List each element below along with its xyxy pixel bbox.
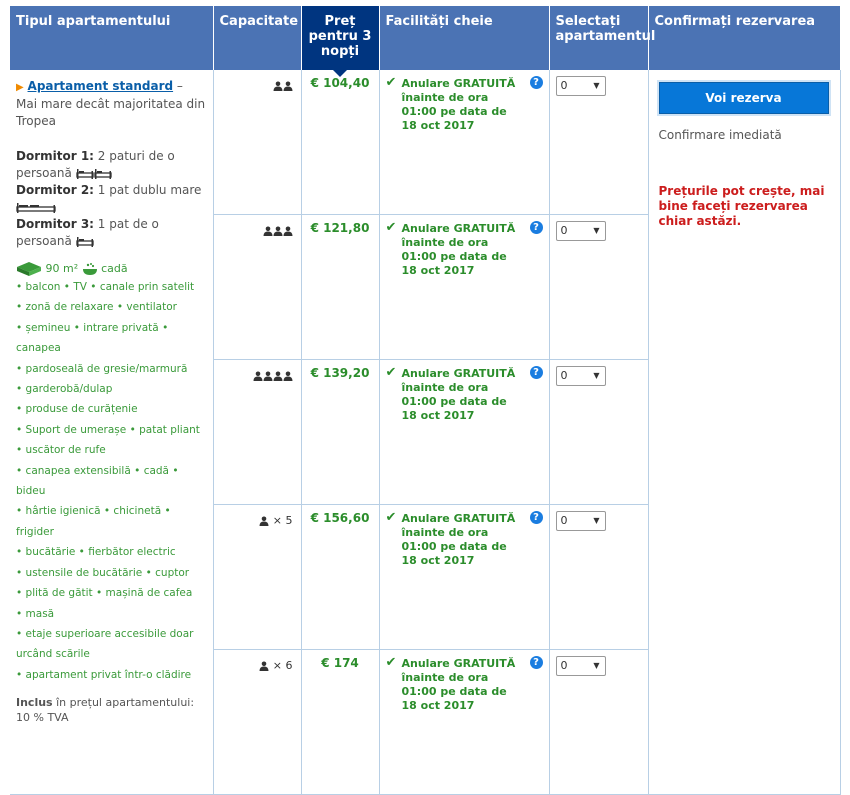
person-icon <box>259 513 269 527</box>
feature-item: chicinetă <box>113 505 162 518</box>
feature-line: • produse de curățenie <box>16 403 138 416</box>
price-value: € 156,60 <box>310 511 370 525</box>
feature-line: • canapea extensibilă • cadă • bideu <box>16 464 179 498</box>
header-capacity: Capacitate <box>213 6 301 70</box>
feature-item: apartament privat într-o clădire <box>25 668 192 681</box>
header-price[interactable]: Preț pentru 3 nopți <box>301 6 379 70</box>
room-quantity-select[interactable] <box>556 221 606 241</box>
capacity-cell <box>213 650 301 795</box>
bedroom-2 <box>16 182 207 216</box>
price-cell <box>301 360 379 505</box>
person-icon <box>253 368 263 382</box>
triangle-icon: ▶ <box>16 82 24 93</box>
header-facilities: Facilități cheie <box>379 6 549 70</box>
person-icon <box>283 223 293 237</box>
header-select: Selectați apartamentul <box>549 6 648 70</box>
check-icon: ✔ <box>385 365 397 380</box>
room-table <box>10 6 841 795</box>
feature-line: • șemineu • intrare privată • canapea <box>16 321 169 355</box>
apartment-tagline: – Mai mare decât majoritatea din Tropea <box>16 79 206 128</box>
capacity-cell <box>213 505 301 650</box>
free-cancellation-text: Anulare GRATUITĂ înainte de ora 01:00 pe data de 18 oct 2017 <box>401 512 516 567</box>
feature-line: • zonă de relaxare • ventilator <box>16 301 177 314</box>
bedroom-label: Dormitor 1: <box>16 149 94 163</box>
price-value: € 174 <box>321 656 359 670</box>
person-icon <box>263 223 273 237</box>
bed-icon <box>16 200 56 214</box>
room-size-icon <box>16 262 42 275</box>
select-value: 0 <box>560 514 568 527</box>
feature-line: • hârtie igienică • chicinetă • frigider <box>16 505 171 538</box>
feature-item: cuptor <box>155 566 190 579</box>
room-quantity-select[interactable] <box>556 511 606 531</box>
capacity-multiplier: × 6 <box>269 659 293 672</box>
feature-line: • plită de gătit • mașină de cafea <box>16 587 193 600</box>
facilities-cell <box>379 650 549 795</box>
feature-item: canapea <box>16 342 61 355</box>
free-cancellation-text: Anulare GRATUITĂ înainte de ora 01:00 pe data de 18 oct 2017 <box>401 77 516 132</box>
check-icon: ✔ <box>385 220 397 235</box>
room-quantity-select[interactable] <box>556 366 606 386</box>
check-icon: ✔ <box>385 510 397 525</box>
book-button[interactable]: Voi rezerva <box>659 82 829 114</box>
check-icon: ✔ <box>385 655 397 670</box>
bath-label: cadă <box>101 262 128 275</box>
capacity-cell <box>213 70 301 215</box>
select-value: 0 <box>560 79 568 92</box>
feature-item: etaje superioare accesibile doar urcând scările <box>16 627 194 661</box>
feature-item: ventilator <box>126 301 177 314</box>
select-cell <box>549 215 648 360</box>
select-cell <box>549 650 648 795</box>
free-cancellation-text: Anulare GRATUITĂ înainte de ora 01:00 pe data de 18 oct 2017 <box>401 367 516 422</box>
feature-item: uscător de rufe <box>25 444 106 457</box>
room-size: 90 m² <box>45 262 79 275</box>
select-cell <box>549 360 648 505</box>
feature-item: zonă de relaxare <box>25 301 114 314</box>
price-value: € 104,40 <box>310 76 370 90</box>
facilities-cell <box>379 70 549 215</box>
feature-line: • balcon • TV • canale prin satelit <box>16 281 195 293</box>
feature-item: TV <box>73 281 87 293</box>
bedroom-label: Dormitor 2: <box>16 183 94 197</box>
price-cell <box>301 215 379 360</box>
price-value: € 139,20 <box>310 366 370 380</box>
apartment-name-link[interactable]: Apartament standard <box>27 79 174 93</box>
feature-item: ustensile de bucătărie <box>25 566 143 579</box>
feature-item: bideu <box>16 485 46 498</box>
help-icon[interactable]: ? <box>530 656 543 669</box>
feature-line: • Suport de umerașe • patat pliant <box>16 423 200 436</box>
bedroom-text: 2 paturi de o persoană <box>16 149 175 180</box>
confirm-cell <box>648 70 840 795</box>
feature-item: balcon <box>25 281 61 293</box>
feature-line: • garderobă/dulap <box>16 383 113 396</box>
included-note <box>16 695 207 725</box>
bedroom-text: 1 pat dublu mare <box>93 183 202 197</box>
person-icon <box>273 368 283 382</box>
bedroom-text: 1 pat de o persoană <box>16 217 159 248</box>
feature-item: fierbător electric <box>88 546 176 559</box>
feature-line: • pardoseală de gresie/marmură <box>16 362 188 375</box>
dropdown-arrow-icon: ▼ <box>593 81 600 90</box>
apartment-type-cell <box>10 70 213 795</box>
feature-item: bucătărie <box>25 546 76 559</box>
dropdown-arrow-icon: ▼ <box>593 371 600 380</box>
select-value: 0 <box>560 369 568 382</box>
feature-item: canale prin satelit <box>99 281 195 293</box>
table-header <box>10 6 840 70</box>
confirm-panel <box>649 70 840 229</box>
room-quantity-select[interactable] <box>556 76 606 96</box>
feature-item: patat pliant <box>139 423 200 436</box>
feature-item: cadă <box>143 464 169 477</box>
select-cell <box>549 70 648 215</box>
feature-item: șemineu <box>25 321 71 334</box>
help-icon[interactable]: ? <box>530 511 543 524</box>
facilities-cell <box>379 215 549 360</box>
check-icon: ✔ <box>385 75 397 90</box>
dropdown-arrow-icon: ▼ <box>593 226 600 235</box>
help-icon[interactable]: ? <box>530 221 543 234</box>
select-value: 0 <box>560 659 568 672</box>
feature-line: • etaje superioare accesibile doar urcând scările <box>16 627 194 661</box>
bed-icon <box>76 234 94 248</box>
bedroom-1 <box>16 148 207 182</box>
price-cell <box>301 70 379 215</box>
feature-item: masă <box>25 607 55 620</box>
dropdown-arrow-icon: ▼ <box>593 516 600 525</box>
facilities-cell <box>379 505 549 650</box>
person-icon <box>273 78 283 92</box>
capacity-cell <box>213 215 301 360</box>
feature-line: • ustensile de bucătărie • cuptor <box>16 566 190 579</box>
capacity-multiplier: × 5 <box>269 514 293 527</box>
person-icon <box>283 78 293 92</box>
help-icon[interactable]: ? <box>530 366 543 379</box>
feature-line: • uscător de rufe <box>16 444 106 457</box>
feature-line: • bucătărie • fierbător electric <box>16 546 176 559</box>
person-icon <box>273 223 283 237</box>
price-cell <box>301 505 379 650</box>
feature-item: garderobă/dulap <box>25 383 113 396</box>
free-cancellation-text: Anulare GRATUITĂ înainte de ora 01:00 pe data de 18 oct 2017 <box>401 657 516 712</box>
price-value: € 121,80 <box>310 221 370 235</box>
feature-item: hârtie igienică <box>25 505 101 518</box>
feature-item: frigider <box>16 525 54 538</box>
help-icon[interactable]: ? <box>530 76 543 89</box>
feature-item: Suport de umerașe <box>25 423 127 436</box>
price-cell <box>301 650 379 795</box>
size-row <box>16 260 207 277</box>
price-warning: Prețurile pot crește, mai bine faceți rezervarea chiar astăzi. <box>658 184 825 228</box>
apartment-description <box>10 70 213 725</box>
room-quantity-select[interactable] <box>556 656 606 676</box>
included-label: Inclus <box>16 696 53 710</box>
dropdown-arrow-icon: ▼ <box>593 661 600 670</box>
select-cell <box>549 505 648 650</box>
bathtub-icon <box>82 262 98 275</box>
person-icon <box>259 658 269 672</box>
bedroom-3 <box>16 216 207 250</box>
capacity-cell <box>213 360 301 505</box>
table-row <box>10 70 840 215</box>
person-icon <box>283 368 293 382</box>
free-cancellation-text: Anulare GRATUITĂ înainte de ora 01:00 pe data de 18 oct 2017 <box>401 222 516 277</box>
header-confirm: Confirmați rezervarea <box>648 6 840 70</box>
feature-item: plită de gătit <box>25 587 93 600</box>
facilities-cell <box>379 360 549 505</box>
feature-item: intrare privată <box>83 321 159 334</box>
feature-item: pardoseală de gresie/marmură <box>25 362 188 375</box>
bed-icon <box>76 166 112 180</box>
feature-item: canapea extensibilă <box>25 464 131 477</box>
select-value: 0 <box>560 224 568 237</box>
feature-item: mașină de cafea <box>105 587 193 600</box>
feature-line: • apartament privat într-o clădire <box>16 668 192 681</box>
header-type: Tipul apartamentului <box>10 6 213 70</box>
bedroom-label: Dormitor 3: <box>16 217 94 231</box>
included-text: în prețul apartamentului: 10 % TVA <box>16 696 195 725</box>
instant-confirmation: Confirmare imediată <box>658 128 782 142</box>
feature-item: produse de curățenie <box>25 403 138 416</box>
feature-line: • masă <box>16 607 55 620</box>
person-icon <box>263 368 273 382</box>
